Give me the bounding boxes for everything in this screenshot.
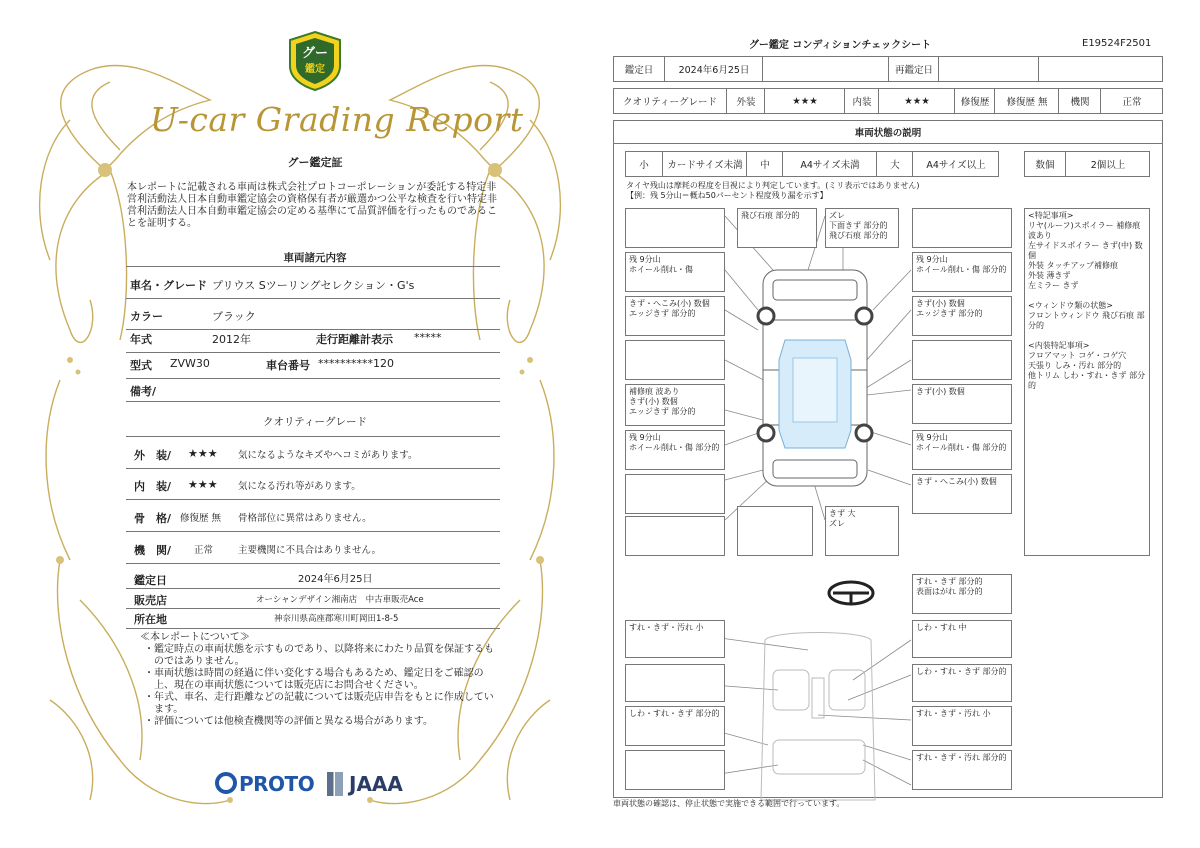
- spacer: [1028, 291, 1146, 301]
- appraisal-value: 神奈川県高座郡寒川町岡田1-8-5: [274, 614, 399, 624]
- special-notes-panel: [1024, 208, 1150, 556]
- quality-grade: 正常: [194, 545, 214, 556]
- date-row: [613, 56, 1163, 82]
- legend-small-desc: カードサイズ未満: [662, 152, 747, 176]
- legend-large-desc: A4サイズ以上: [912, 152, 999, 176]
- quality-label: 外 装/: [134, 449, 172, 462]
- date-label: 鑑定日: [624, 65, 654, 76]
- spec-label: 備考/: [130, 385, 157, 398]
- note-box-empty: [912, 208, 1012, 248]
- specs-title: 車両諸元内容: [283, 252, 347, 264]
- legend-medium-desc: A4サイズ未満: [782, 152, 877, 176]
- note-text: 下面きず 部分的: [829, 221, 888, 230]
- quality-desc: 骨格部位に異常はありません。: [238, 513, 372, 524]
- exterior-value: ★★★: [764, 89, 845, 113]
- note-box-empty: [625, 516, 725, 556]
- special-note-line: <ウィンドウ類の状態>: [1028, 301, 1113, 310]
- spec-value: 2012年: [212, 333, 251, 346]
- legend-count: 数個: [1035, 160, 1055, 171]
- proto-logo: PROTO: [239, 772, 315, 796]
- interior-label: 内装: [844, 89, 879, 113]
- note-text: ホイール削れ・傷: [629, 265, 693, 274]
- note-top-chip: [737, 208, 817, 248]
- note-text: しわ・すれ・きず 部分的: [916, 667, 1007, 676]
- note-right-front-side: [912, 296, 1012, 336]
- spec-label: 車台番号: [266, 359, 310, 372]
- goo-appraisal-badge: [286, 30, 344, 92]
- note-box-empty: [625, 208, 725, 248]
- note-right-4: [912, 750, 1012, 790]
- jaaa-logo: JAAA: [349, 772, 403, 796]
- special-note-line: 外装 タッチアップ補修痕: [1028, 261, 1118, 270]
- legend-medium: 中: [746, 152, 783, 176]
- appraisal-label: 販売店: [134, 594, 167, 607]
- note-item: ・鑑定時点の車両状態を示すものであり、以降将来にわたり品質を保証するものではありません。: [144, 644, 494, 667]
- report-notes: [140, 632, 500, 728]
- note-box-empty: [625, 750, 725, 790]
- badge-text-kantei: 鑑定: [305, 64, 325, 75]
- note-right-tire-rear: [912, 430, 1012, 470]
- note-text: すれ・きず・汚れ 小: [629, 623, 704, 632]
- note-left-seat: [625, 620, 725, 658]
- note-text: 残 9分山: [916, 255, 948, 264]
- note-left-rear-side: [625, 384, 725, 426]
- note-text: きず(小) 数個: [916, 299, 965, 308]
- note-box-empty: [737, 506, 813, 556]
- note-item: ・年式、車名、走行距離などの記載については販売店申告をもとに作成しています。: [144, 692, 494, 715]
- spec-label: 型式: [130, 359, 152, 372]
- note-text: ホイール削れ・傷 部分的: [916, 443, 1007, 452]
- reappraisal-value: [938, 57, 1039, 81]
- note-steering: [912, 574, 1012, 614]
- appraisal-value: オーシャンデザイン湘南店 中古車販売Ace: [256, 595, 424, 605]
- note-right-1: [912, 620, 1012, 658]
- note-left-front-side: [625, 296, 725, 336]
- spec-value: プリウス Sツーリングセレクション・G's: [212, 279, 415, 292]
- spec-value: ブラック: [212, 310, 256, 323]
- note-text: すれ・きず・汚れ 小: [916, 709, 991, 718]
- legend-small: 小: [639, 160, 649, 171]
- note-text: 飛び石痕 部分的: [741, 211, 800, 220]
- note-right-mid: [912, 384, 1012, 424]
- note-text: 補修痕 波あり: [629, 387, 680, 396]
- quality-desc: 気になるようなキズやヘコミがあります。: [238, 450, 418, 461]
- quality-grade: ★★★: [188, 447, 218, 460]
- quality-title: クオリティーグレード: [263, 416, 367, 428]
- note-box-empty: [912, 340, 1012, 380]
- note-text: しわ・すれ・きず 部分的: [629, 709, 720, 718]
- repair-value: 修復歴 無: [994, 89, 1059, 113]
- note-box-empty: [625, 340, 725, 380]
- spec-value: ZVW30: [170, 357, 210, 370]
- special-note-line: 波あり: [1028, 231, 1052, 240]
- spacer: [1028, 331, 1146, 341]
- badge-text-goo: グー: [301, 46, 328, 61]
- appraisal-row-address: [126, 608, 500, 629]
- spec-row-remarks: [126, 373, 500, 402]
- note-text: きず 大: [829, 509, 856, 518]
- appraisal-label: 所在地: [134, 613, 167, 626]
- note-text: きず・へこみ(小) 数個: [916, 477, 997, 486]
- note-right-3: [912, 706, 1012, 746]
- special-note-line: <特記事項>: [1028, 211, 1074, 220]
- note-box-empty: [625, 664, 725, 702]
- document-id: E19524F2501: [1082, 38, 1152, 49]
- interior-value: ★★★: [878, 89, 955, 113]
- note-text: ズレ: [829, 519, 845, 528]
- tire-note: タイヤ残山は摩耗の程度を目視により判定しています。(ミリ表示ではありません): [626, 181, 920, 190]
- logo-bar: [215, 770, 415, 800]
- note-right-tire-front: [912, 252, 1012, 292]
- legend-count-desc: 2個以上: [1065, 152, 1150, 176]
- special-note-line: 他トリム しわ・すれ・きず 部分的: [1028, 371, 1146, 390]
- note-left-tire-rear: [625, 430, 725, 470]
- note-item: ・評価については他検査機関等の評価と異なる場合があります。: [144, 716, 433, 727]
- sheet-footer: 車両状態の確認は、停止状態で実施できる範囲で行っています。: [613, 799, 845, 808]
- legend-large: 大: [876, 152, 913, 176]
- quality-label: 機 関/: [134, 544, 172, 557]
- date-empty-cell: [1038, 57, 1163, 81]
- quality-row-interior: [126, 468, 500, 500]
- quality-row-engine: [126, 532, 500, 564]
- special-note-line: 左サイドスポイラー きず(中) 数個: [1028, 241, 1143, 260]
- note-top-zure: [825, 208, 899, 248]
- note-text: ホイール削れ・傷 部分的: [629, 443, 720, 452]
- spec-label: 年式: [130, 333, 152, 346]
- quality-desc: 主要機関に不具合はありません。: [238, 545, 382, 556]
- grade-label: クオリティーグレード: [622, 97, 718, 108]
- note-text: ホイール削れ・傷 部分的: [916, 265, 1007, 274]
- notes-title: ≪本レポートについて≫: [140, 632, 250, 643]
- special-note-line: フロントウィンドウ 飛び石痕 部分的: [1028, 311, 1145, 330]
- note-text: エッジきず 部分的: [629, 309, 696, 318]
- note-right-2: [912, 664, 1012, 702]
- note-text: 表面はがれ 部分的: [916, 587, 983, 596]
- appraisal-label: 鑑定日: [134, 574, 167, 587]
- quality-label: 内 装/: [134, 480, 172, 493]
- note-text: エッジきず 部分的: [916, 309, 983, 318]
- note-text: 残 9分山: [629, 433, 661, 442]
- grade-row: [613, 88, 1163, 114]
- appraisal-value: 2024年6月25日: [298, 574, 373, 585]
- note-text: すれ・きず・汚れ 部分的: [916, 753, 1007, 762]
- note-left-tire-front: [625, 252, 725, 292]
- repair-label: 修復歴: [954, 89, 995, 113]
- note-text: しわ・すれ 中: [916, 623, 967, 632]
- count-legend: [1024, 151, 1150, 177]
- spec-label: 車名・グレード: [130, 279, 207, 292]
- appraisal-row-date: [126, 564, 500, 589]
- spec-label: 走行距離計表示: [316, 333, 393, 346]
- quality-label: 骨 格/: [134, 512, 172, 525]
- note-text: きず・へこみ(小) 数個: [629, 299, 710, 308]
- note-text: 飛び石痕 部分的: [829, 231, 888, 240]
- legend-title: 車両状態の説明: [614, 121, 1162, 144]
- quality-grade: 修復歴 無: [180, 513, 222, 524]
- special-note-line: 外装 薄きず: [1028, 271, 1071, 280]
- note-item: ・車両状態は時間の経過に伴い変化する場合もあるため、鑑定日をご確認の上、現在の車両状態については販売店にお問合せください。: [144, 668, 484, 691]
- engine-value: 正常: [1100, 89, 1163, 113]
- special-note-line: <内装特記事項>: [1028, 341, 1090, 350]
- appraisal-row-dealer: [126, 588, 500, 609]
- certificate-title: グー鑑定証: [287, 156, 343, 169]
- special-note-line: 左ミラー きず: [1028, 281, 1079, 290]
- note-text: ズレ: [829, 211, 845, 220]
- note-text: 残 9分山: [916, 433, 948, 442]
- certificate-intro: 本レポートに記載される車両は株式会社プロトコーポレーションが委託する特定非営利活動法人日本自動車鑑定協会の資格保有者が厳選かつ公平な検査を行い特定非営利活動法人日本自動車鑑定協会の定める基準にて品質評価を行ったものであることを証明する。: [127, 182, 497, 229]
- note-text: 残 9分山: [629, 255, 661, 264]
- size-legend: [625, 151, 999, 177]
- exterior-label: 外装: [726, 89, 765, 113]
- quality-row-frame: [126, 500, 500, 532]
- note-text: エッジきず 部分的: [629, 407, 696, 416]
- spec-row-name: [126, 267, 500, 299]
- quality-desc: 気になる汚れ等があります。: [238, 481, 361, 492]
- note-text: きず(小) 数個: [629, 397, 678, 406]
- note-text: すれ・きず 部分的: [916, 577, 983, 586]
- steering-wheel-icon: [829, 582, 873, 604]
- spec-value: *****: [414, 331, 442, 344]
- note-box-empty: [625, 474, 725, 514]
- jaaa-mark-icon: [327, 772, 343, 796]
- note-text: きず(小) 数個: [916, 387, 965, 396]
- note-left-lower: [625, 706, 725, 746]
- special-note-line: 天張り しみ・汚れ 部分的: [1028, 361, 1122, 370]
- sheet-title: グー鑑定 コンディションチェックシート: [748, 40, 932, 51]
- spec-label: カラー: [130, 310, 163, 323]
- quality-grade: ★★★: [188, 478, 218, 491]
- engine-label: 機関: [1058, 89, 1101, 113]
- report-title: U-car Grading Report: [150, 100, 524, 139]
- date-empty-cell: [762, 57, 889, 81]
- special-note-line: リヤ(ルーフ)スポイラー 補修痕: [1028, 221, 1141, 230]
- spec-value: **********120: [318, 357, 394, 370]
- quality-row-exterior: [126, 437, 500, 469]
- reappraisal-label: 再鑑定日: [888, 57, 939, 81]
- tire-example: 【例：残 5分山＝概ね50パーセント程度残り漏を示す】: [626, 191, 828, 200]
- proto-mark-icon: [215, 772, 237, 794]
- date-value: 2024年6月25日: [664, 57, 763, 81]
- special-note-line: フロアマット コゲ・コゲ穴: [1028, 351, 1127, 360]
- note-bottom: [825, 506, 899, 556]
- note-right-rear-side: [912, 474, 1012, 514]
